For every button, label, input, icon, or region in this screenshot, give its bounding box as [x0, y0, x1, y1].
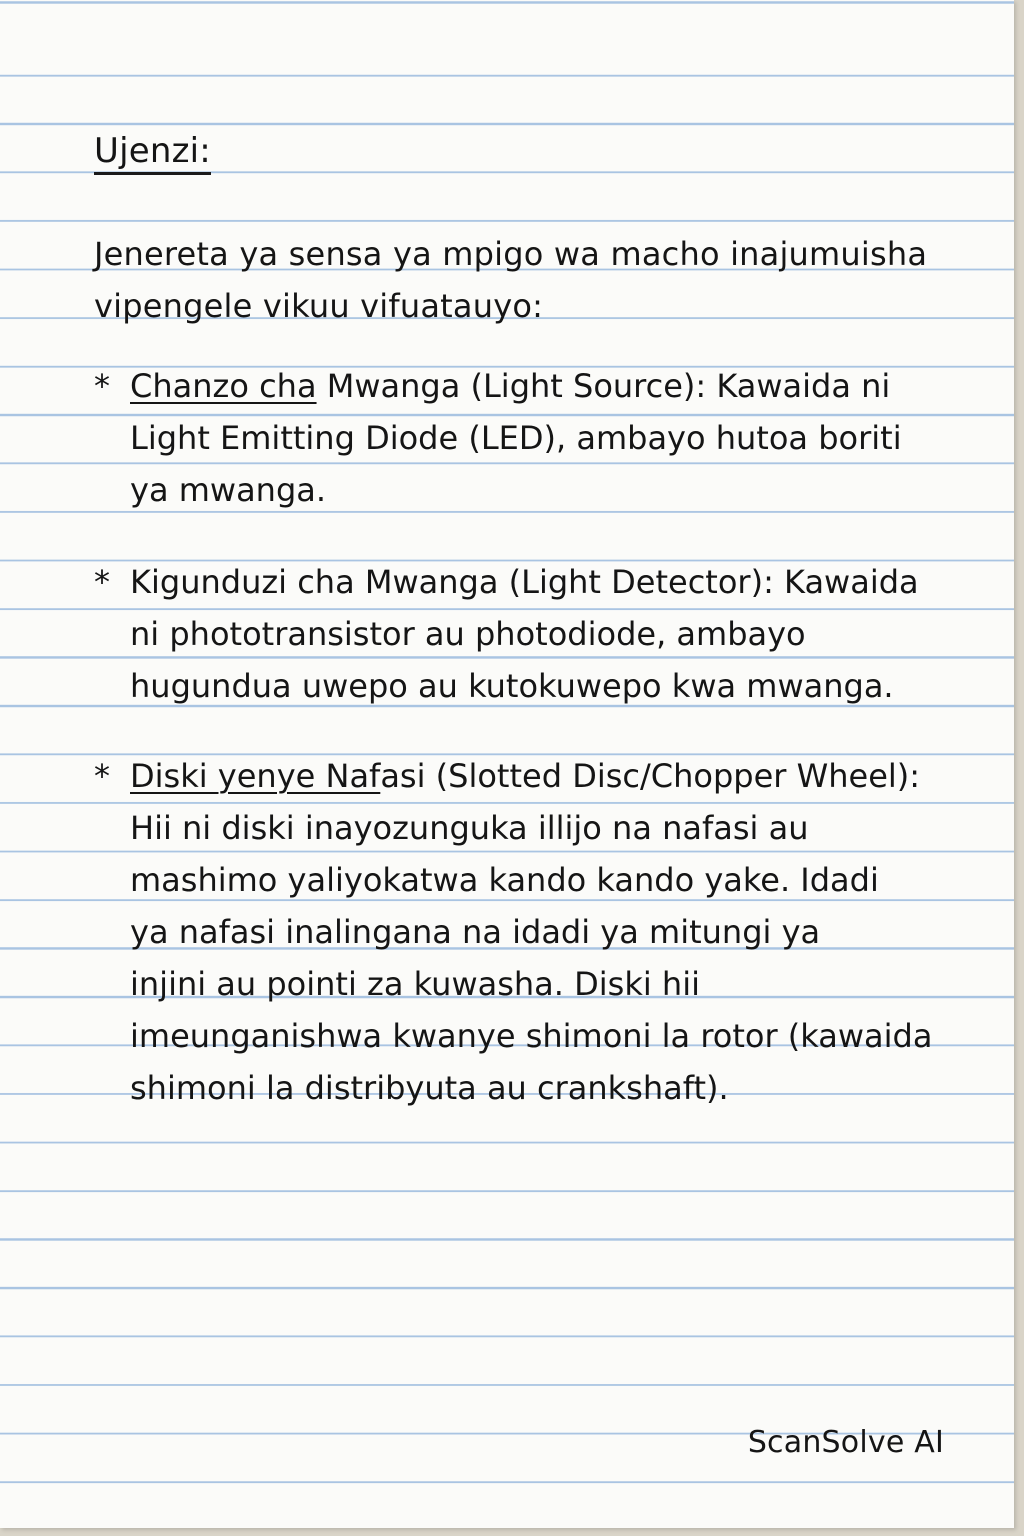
bullet-line-4: ya nafasi inalingana na idadi ya mitungi ya	[130, 913, 821, 951]
bullet-line-3: hugundua uwepo au kutokuwepo kwa mwanga.	[130, 667, 894, 705]
bullet-line-1: Kigunduzi cha Mwanga (Light Detector): Kawaida	[130, 563, 919, 601]
bullet-text	[130, 360, 902, 516]
page-heading: Ujenzi:	[94, 134, 211, 175]
intro-paragraph	[94, 228, 927, 332]
intro-line-2: vipengele vikuu vifuatauyo:	[94, 287, 544, 325]
bullet-line-6: imeunganishwa kwanye shimoni la rotor (kawaida	[130, 1017, 933, 1055]
bullet-line-2: Light Emitting Diode (LED), ambayo hutoa boriti	[130, 419, 902, 457]
bullet-line-2: Hii ni diski inayozunguka illijo na nafasi au	[130, 809, 809, 847]
bullet-line-3: mashimo yaliyokatwa kando kando yake. Idadi	[130, 861, 879, 899]
bullet-term-rest: asi (Slotted Disc/Chopper Wheel):	[380, 757, 921, 795]
bullet-text	[130, 556, 919, 712]
bullet-line-7: shimoni la distribyuta au crankshaft).	[130, 1069, 729, 1107]
bullet-line-3: ya mwanga.	[130, 471, 327, 509]
bullet-line-1	[130, 750, 932, 802]
bullet-line-5: injini au pointi za kuwasha. Diski hii	[130, 965, 700, 1003]
bullet-line-2: ni phototransistor au photodiode, ambayo	[130, 615, 806, 653]
brand-signature: ScanSolve AI	[747, 1425, 944, 1460]
bullet-star-icon: *	[94, 367, 110, 405]
intro-line-1: Jenereta ya sensa ya mpigo wa macho inajumuisha	[94, 235, 928, 273]
bullet-term: Diski yenye Naf	[130, 757, 381, 795]
bullet-text	[130, 750, 932, 1114]
bullet-line-1	[130, 360, 902, 412]
bullet-star-icon: *	[94, 563, 110, 601]
bullet-star-icon: *	[94, 757, 110, 795]
bullet-term: Chanzo cha	[130, 367, 317, 405]
bullet-term-rest: Mwanga (Light Source): Kawaida ni	[316, 367, 891, 405]
